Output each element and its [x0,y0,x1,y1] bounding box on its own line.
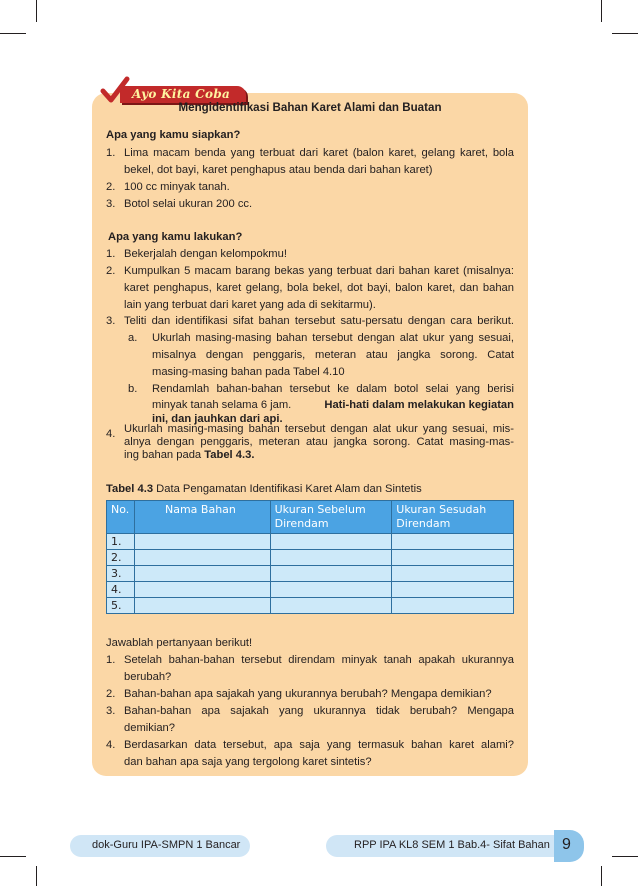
list-number: 3. [106,198,116,210]
crop-mark [612,33,638,34]
list-number: 2. [106,688,116,700]
list-number: 3. [106,705,116,717]
crop-mark [601,866,602,886]
do-heading: Apa yang kamu lakukan? [108,231,243,243]
footer-left [70,835,250,857]
sub-item-text: Ukurlah masing-masing bahan tersebut dengan alat ukur yang sesuai, [152,332,514,344]
crop-mark [0,33,26,34]
table-cell[interactable] [392,550,514,566]
table-cell[interactable] [392,566,514,582]
page-number [554,830,584,862]
row-number: 2. [107,550,135,566]
table-row [107,582,514,598]
list-number: 1. [106,248,116,260]
warning-text: ini, dan jauhkan dari api. [152,413,283,425]
list-item-text: ing bahan pada [124,449,202,461]
list-number: 4. [106,428,116,440]
column-header: Ukuran Sesudah Direndam [392,501,514,534]
table-row [107,550,514,566]
table-reference: Tabel 4.3. [204,449,255,461]
warning-text: Hati-hati dalam melakukan kegiatan [324,399,514,411]
question-text: berubah? [124,671,172,683]
page-number-text: 9 [562,836,571,853]
table-row [107,534,514,550]
table-cell[interactable] [134,550,270,566]
observation-table [106,500,514,614]
row-number: 1. [107,534,135,550]
list-number: 3. [106,315,116,327]
crop-mark [0,856,26,857]
list-item-text: Kumpulkan 5 macam barang bekas yang terbuat dari bahan karet (misalnya: [124,265,514,277]
table-cell[interactable] [134,582,270,598]
sub-letter: b. [128,383,138,395]
question-text: Bahan-bahan apa sajakah yang ukurannya tidak berubah? Mengapa [124,705,514,717]
footer-left-text: dok-Guru IPA-SMPN 1 Bancar [92,839,241,851]
question-text: Bahan-bahan apa sajakah yang ukurannya berubah? Mengapa demikian? [124,688,492,700]
question-text: dan bahan apa saja yang tergolong karet sintetis? [124,756,372,768]
list-item-text: bekel, dot bayi, karet penghapus atau benda dari bahan karet) [124,164,433,176]
table-caption [106,481,422,497]
question-text: demikian? [124,722,175,734]
table-header-row [107,501,514,534]
question-text: Setelah bahan-bahan tersebut direndam minyak tanah apakah ukurannya [124,654,514,666]
sub-item-text: minyak tanah selama 6 jam. [152,399,292,411]
list-item-text: Teliti dan identifikasi sifat bahan tersebut satu-persatu dengan cara berikut. [124,315,514,327]
table-row [107,566,514,582]
list-item-text: alnya dengan penggaris, meteran atau jangka sorong. Catat masing-mas- [124,436,514,448]
list-number: 2. [106,265,116,277]
list-number: 4. [106,739,116,751]
footer-right-text: RPP IPA KL8 SEM 1 Bab.4- Sifat Bahan [354,839,550,851]
badge-label: Ayo Kita Coba [132,87,231,101]
table-caption-label: Tabel 4.3 [106,483,154,495]
list-number: 1. [106,147,116,159]
table-cell[interactable] [134,566,270,582]
list-item-text: Ukurlah masing-masing bahan tersebut dengan alat ukur yang sesuai, mis- [124,423,514,435]
list-number: 1. [106,654,116,666]
prepare-heading: Apa yang kamu siapkan? [106,129,241,141]
table-cell[interactable] [270,598,392,614]
table-cell[interactable] [134,534,270,550]
list-number: 2. [106,181,116,193]
list-item-line [124,449,254,462]
table-cell[interactable] [134,598,270,614]
crop-mark [612,856,638,857]
table-cell[interactable] [270,534,392,550]
sub-item-text: masing-masing bahan pada Tabel 4.10 [152,366,345,378]
sub-letter: a. [128,332,138,344]
table-row [107,598,514,614]
list-item-text: lain yang terbuat dari karet yang ada di sekitarmu). [124,299,376,311]
table-cell[interactable] [270,566,392,582]
sub-item-text: misalnya dengan penggaris, meteran atau jangka sorong. Catat [152,349,514,361]
questions-heading: Jawablah pertanyaan berikut! [106,637,253,649]
table-cell[interactable] [270,582,392,598]
list-item-text: Lima macam benda yang terbuat dari karet (balon karet, gelang karet, bola [124,147,514,159]
list-item-text: Bekerjalah dengan kelompokmu! [124,248,287,260]
list-item-text: karet penghapus, karet gelang, bola bekel, dot bayi, balon karet, dan bahan [124,282,514,294]
table-cell[interactable] [392,582,514,598]
table-caption-text: Data Pengamatan Identifikasi Karet Alam dan Sintetis [153,483,422,495]
crop-mark [36,866,37,886]
footer-right [326,835,554,857]
column-header: No. [107,501,135,534]
column-header: Nama Bahan [134,501,270,534]
crop-mark [601,0,602,22]
list-item-text: 100 cc minyak tanah. [124,181,230,193]
table-cell[interactable] [392,534,514,550]
question-text: Berdasarkan data tersebut, apa saja yang termasuk bahan karet alami? [124,739,514,751]
sub-item-text: Rendamlah bahan-bahan tersebut ke dalam botol selai yang berisi [152,383,514,395]
table-cell[interactable] [392,598,514,614]
row-number: 4. [107,582,135,598]
row-number: 5. [107,598,135,614]
list-item-text: Botol selai ukuran 200 cc. [124,198,253,210]
column-header: Ukuran Sebelum Direndam [270,501,392,534]
table-cell[interactable] [270,550,392,566]
activity-title: Mengidentifikasi Bahan Karet Alami dan Buatan [178,101,442,114]
crop-mark [36,0,37,22]
row-number: 3. [107,566,135,582]
